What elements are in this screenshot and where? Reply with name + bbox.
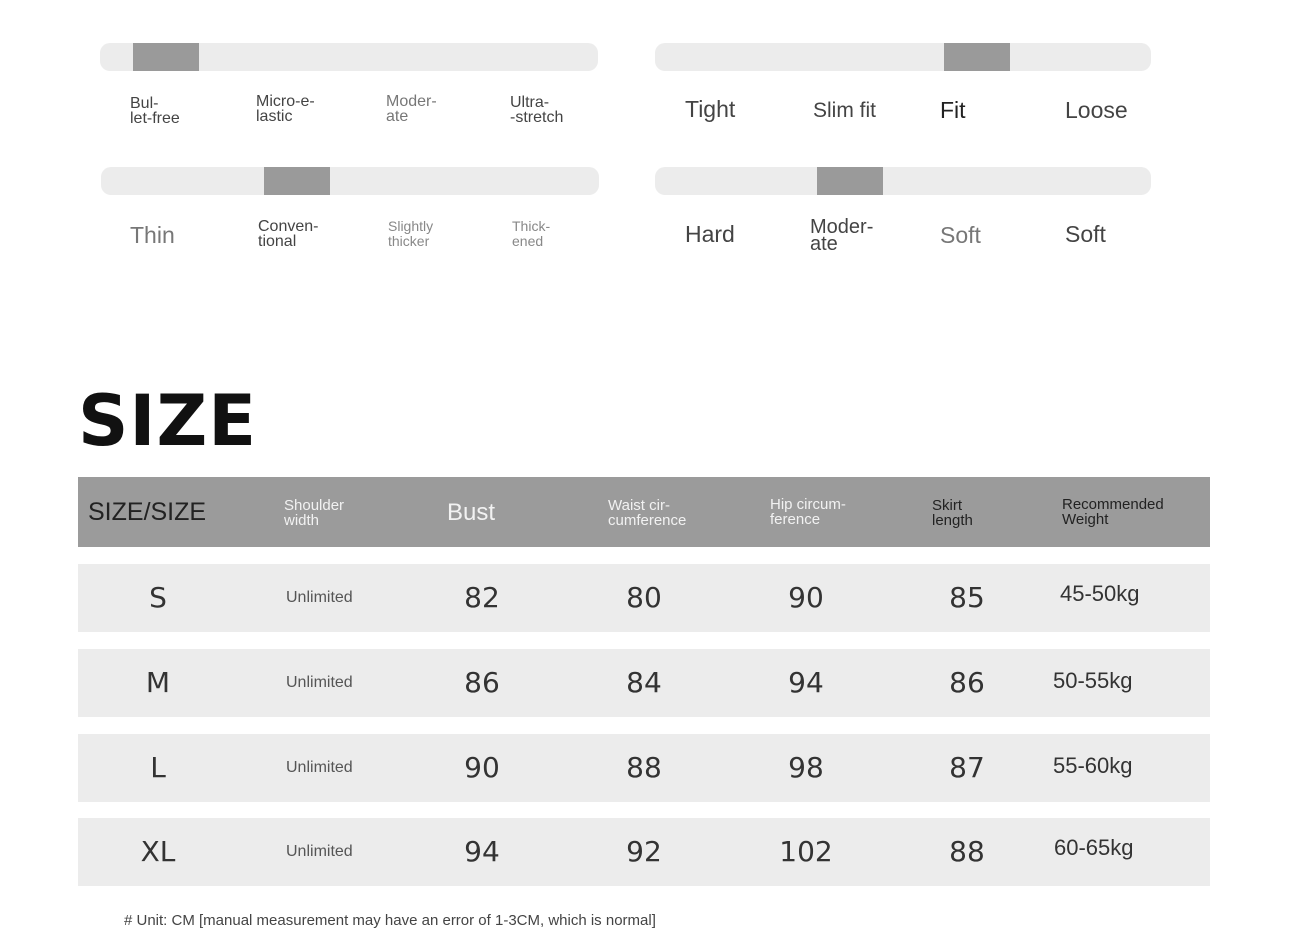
size-cell: M [145,666,171,699]
fit-option-3: Fit [940,97,966,123]
skirt-cell: 88 [949,835,985,868]
weight-cell: 60-65kg [1054,835,1134,860]
header-weight: Recommended Weight [1062,496,1164,528]
fit-option-1: Tight [685,96,736,122]
thickness-option-4: Thick- ened [512,218,551,249]
header-shoulder: Shoulder width [284,497,345,529]
softness-option-1: Hard [685,221,735,247]
shoulder-cell: Unlimited [286,759,353,776]
table-row [78,734,1210,802]
hip-cell: 94 [788,666,824,699]
skirt-cell: 85 [949,581,985,614]
fit-scale-indicator [944,43,1010,71]
header-size: SIZE/SIZE [88,498,207,526]
weight-cell: 45-50kg [1060,581,1140,606]
shoulder-cell: Unlimited [286,843,353,860]
thickness-option-2: Conven- tional [258,218,319,250]
header-skirt: Skirt length [932,497,973,529]
header-hip: Hip circum- ference [770,496,846,528]
bust-cell: 86 [464,666,500,699]
elasticity-option-3: Moder- ate [386,93,437,125]
skirt-cell: 86 [949,666,985,699]
size-cell: L [150,751,166,784]
size-title: SIZE [78,380,258,462]
header-bust: Bust [447,499,496,526]
elasticity-option-1: Bul- let-free [130,95,180,127]
waist-cell: 88 [626,751,662,784]
fit-option-4: Loose [1065,97,1128,123]
thickness-scale-indicator [264,167,330,195]
measurement-note: # Unit: CM [manual measurement may have an error of 1-3CM, which is normal] [124,912,656,929]
elasticity-scale-track [100,43,598,71]
skirt-cell: 87 [949,751,985,784]
table-row [78,649,1210,717]
hip-cell: 98 [788,751,824,784]
waist-cell: 92 [626,835,662,868]
bust-cell: 94 [464,835,500,868]
bust-cell: 90 [464,751,500,784]
softness-option-4: Soft [1065,221,1106,247]
weight-cell: 55-60kg [1053,753,1133,778]
table-row [78,818,1210,886]
thickness-scale-track [101,167,599,195]
softness-scale-track [655,167,1151,195]
hip-cell: 90 [788,581,824,614]
fit-scale-track [655,43,1151,71]
elasticity-scale-indicator [133,43,199,71]
size-cell: XL [140,835,176,868]
weight-cell: 50-55kg [1053,668,1133,693]
size-table-header [78,477,1210,547]
bust-cell: 82 [464,581,500,614]
table-row [78,564,1210,632]
elasticity-option-2: Micro-e- lastic [256,93,315,125]
fit-option-2: Slim fit [813,99,876,122]
hip-cell: 102 [779,835,833,868]
elasticity-option-4: Ultra- -stretch [510,94,564,126]
header-waist: Waist cir- cumference [608,497,687,529]
thickness-option-1: Thin [130,222,175,248]
shoulder-cell: Unlimited [286,589,353,606]
softness-scale-indicator [817,167,883,195]
shoulder-cell: Unlimited [286,674,353,691]
waist-cell: 84 [626,666,662,699]
thickness-option-3: Slightly thicker [388,218,434,249]
size-cell: S [149,581,167,614]
softness-option-3: Soft [940,222,981,248]
waist-cell: 80 [626,581,662,614]
softness-option-2: Moder- ate [810,216,874,255]
